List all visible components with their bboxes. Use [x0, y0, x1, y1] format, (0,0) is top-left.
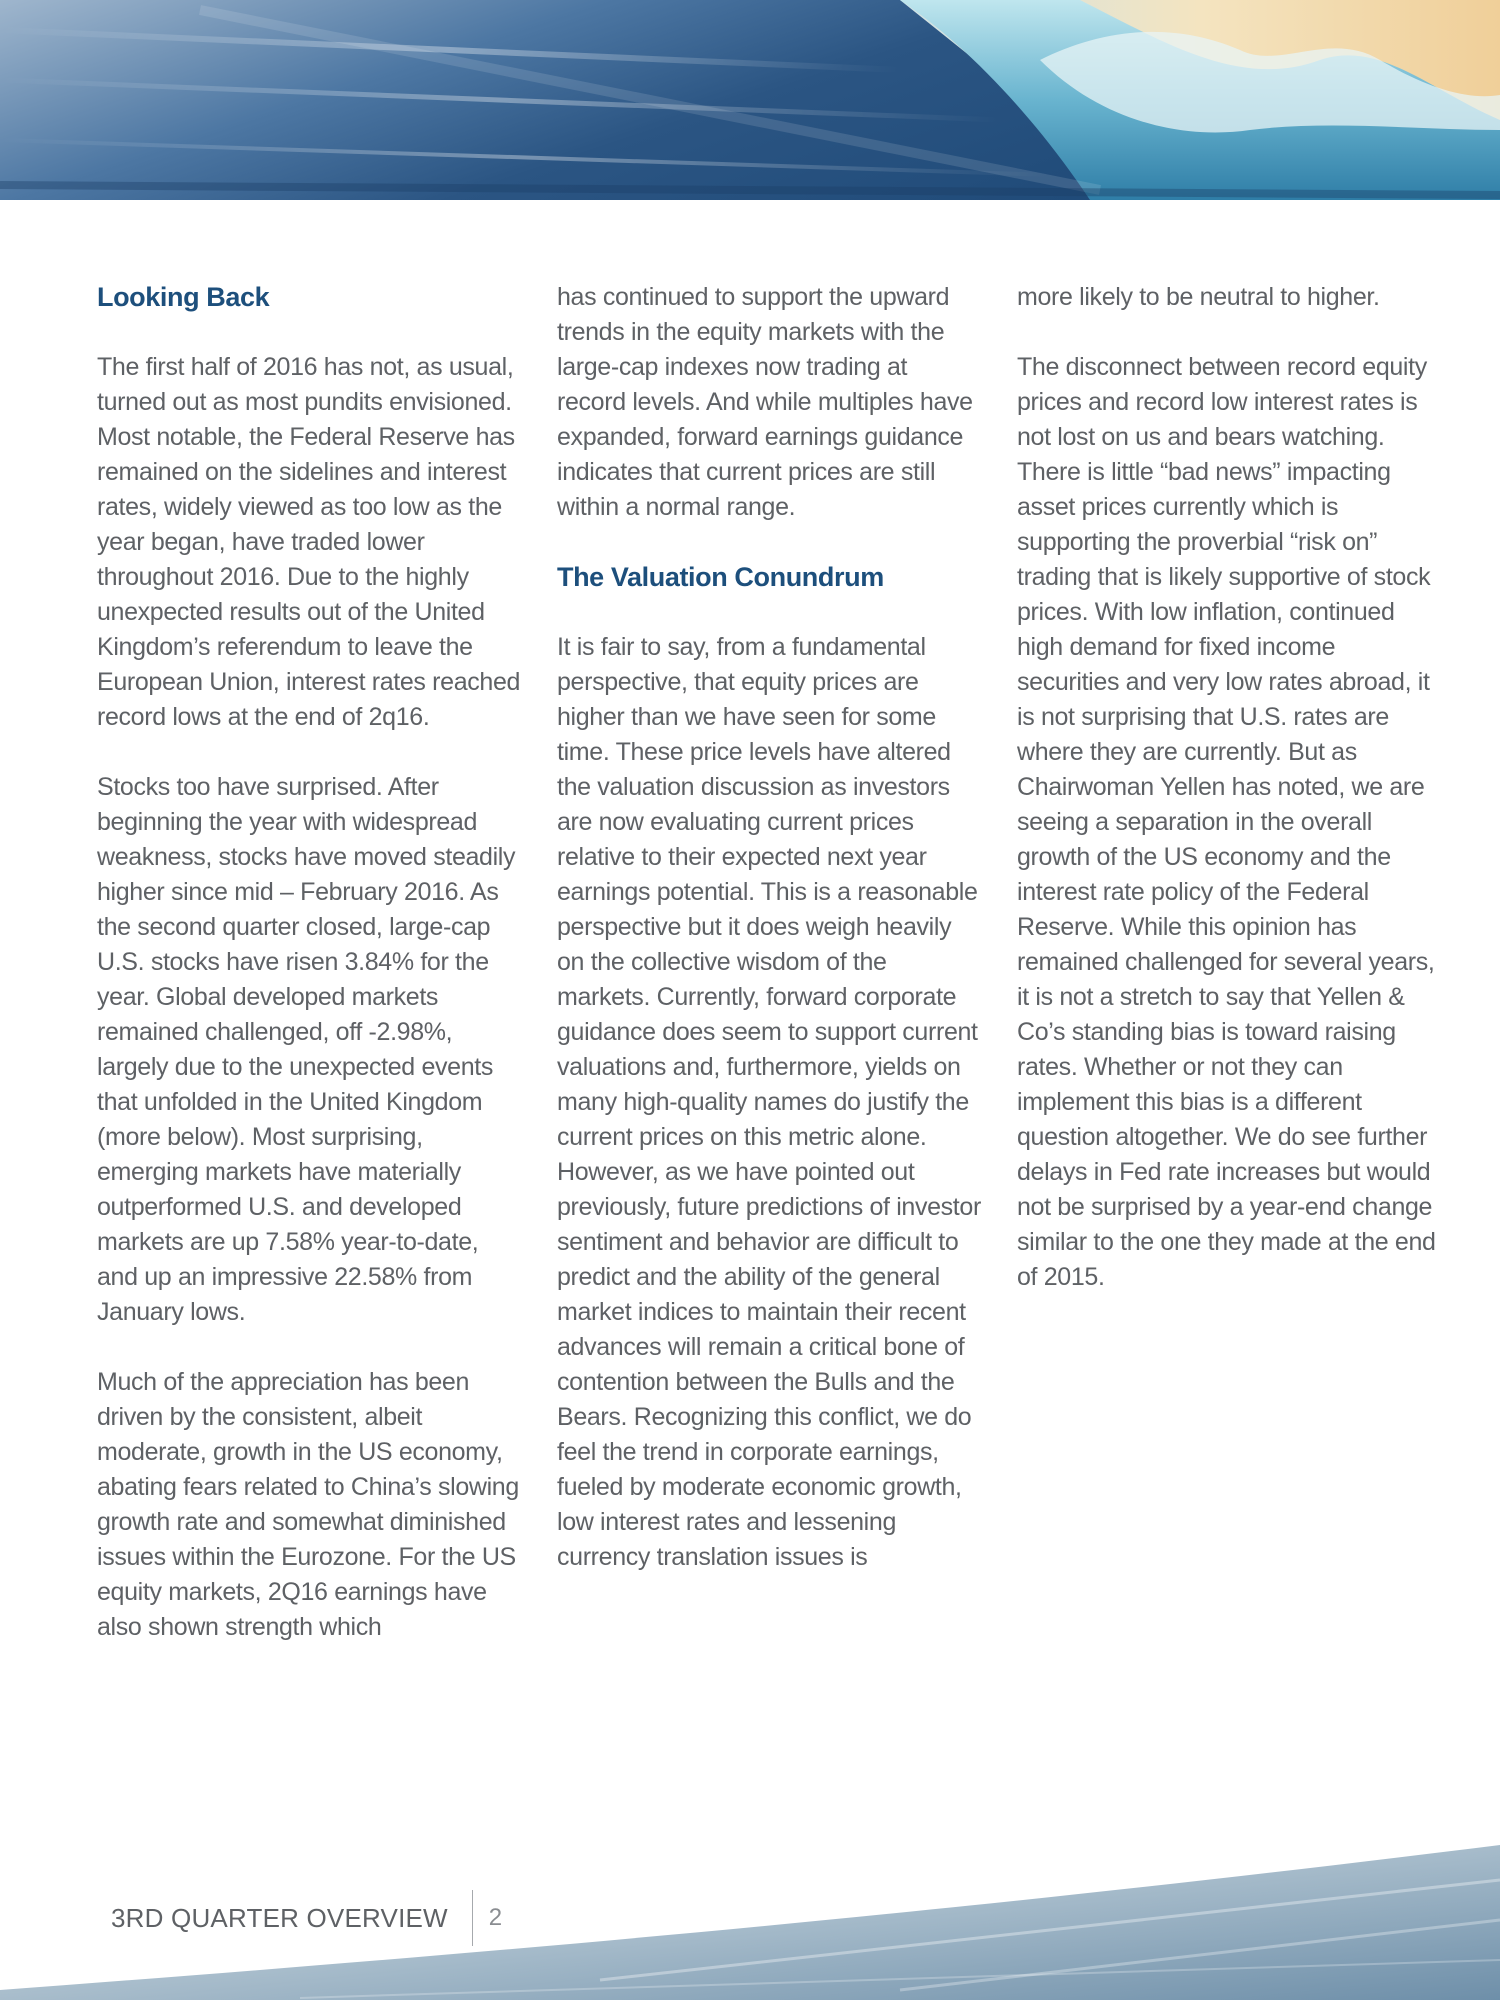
paragraph-continued: more likely to be neutral to higher. — [1017, 283, 1380, 311]
paragraph: Stocks too have surprised. After beginning the year with widespread weakness, stocks have moved steadily higher since mid – February 2016. As the second quarter closed, large-cap U.S. stocks have risen 3.84% for the year. Global developed markets remained challenged, off -2.98%, largely due to the unexpected events that unfolded in the United Kingdom (more below). Most surprising, emerging markets have materially outperformed U.S. and developed markets are up 7.58% year-to-date, and up an impressive 22.58% from January lows. — [97, 773, 516, 1326]
header-banner-image — [0, 0, 1500, 200]
paragraph: It is fair to say, from a fundamental perspective, that equity prices are higher than we have seen for some time. These price levels have altered the valuation discussion as investors are now evaluating current prices relative to their expected next year earnings potential. This is a reasonable perspective but it does weigh heavily on the collective wisdom of the markets. Currently, forward corporate guidance does seem to support current valuations and, furthermore, yields on many high-quality names do justify the current prices on this metric alone. However, as we have pointed out previously, future predictions of investor sentiment and behavior are difficult to predict and the ability of the general market indices to maintain their recent advances will remain a critical bone of contention between the Bulls and the Bears. Recognizing this conflict, we do feel the trend in corporate earnings, fueled by moderate economic growth, low interest rates and lessening currency translation issues is — [557, 633, 981, 1571]
footer-title: 3RD QUARTER OVERVIEW — [111, 1902, 448, 1933]
column-1 — [97, 280, 525, 1680]
section-heading-valuation-conundrum: The Valuation Conundrum — [557, 562, 884, 592]
footer-divider — [472, 1890, 473, 1946]
paragraph: The first half of 2016 has not, as usual, turned out as most pundits envisioned. Most notable, the Federal Reserve has remained on the sidelines and interest rates, widely viewed as too low as the year began, have traded lower throughout 2016. Due to the highly unexpected results out of the United Kingdom’s referendum to leave the European Union, interest rates reached record lows at the end of 2q16. — [97, 353, 521, 731]
paragraph-continued: has continued to support the upward trends in the equity markets with the large-cap indexes now trading at record levels. And while multiples have expanded, forward earnings guidance indicates that current prices are still within a normal range. — [557, 283, 973, 521]
paragraph: The disconnect between record equity prices and record low interest rates is not lost on us and bears watching. There is little “bad news” impacting asset prices currently which is supporting the proverbial “risk on” trading that is likely supportive of stock prices. With low inflation, continued high demand for fixed income securities and very low rates abroad, it is not surprising that U.S. rates are where they are currently. But as Chairwoman Yellen has noted, we are seeing a separation in the overall growth of the US economy and the interest rate policy of the Federal Reserve. While this opinion has remained challenged for several years, it is not a stretch to say that Yellen & Co’s standing bias is toward raising rates. Whether or not they can implement this bias is a different question altogether. We do see further delays in Fed rate increases but would not be surprised by a year-end change similar to the one they made at the end of 2015. — [1017, 353, 1436, 1291]
section-heading-looking-back: Looking Back — [97, 282, 270, 312]
page-footer — [111, 1890, 502, 1946]
article-body — [97, 280, 1437, 1820]
paragraph: Much of the appreciation has been driven by the consistent, albeit moderate, growth in the US economy, abating fears related to China’s slowing growth rate and somewhat diminished issues within the Eurozone. For the US equity markets, 2Q16 earnings have also shown strength which — [97, 1368, 519, 1641]
page-number: 2 — [488, 1904, 503, 1931]
column-3 — [1017, 280, 1442, 1330]
column-2 — [557, 280, 982, 1610]
